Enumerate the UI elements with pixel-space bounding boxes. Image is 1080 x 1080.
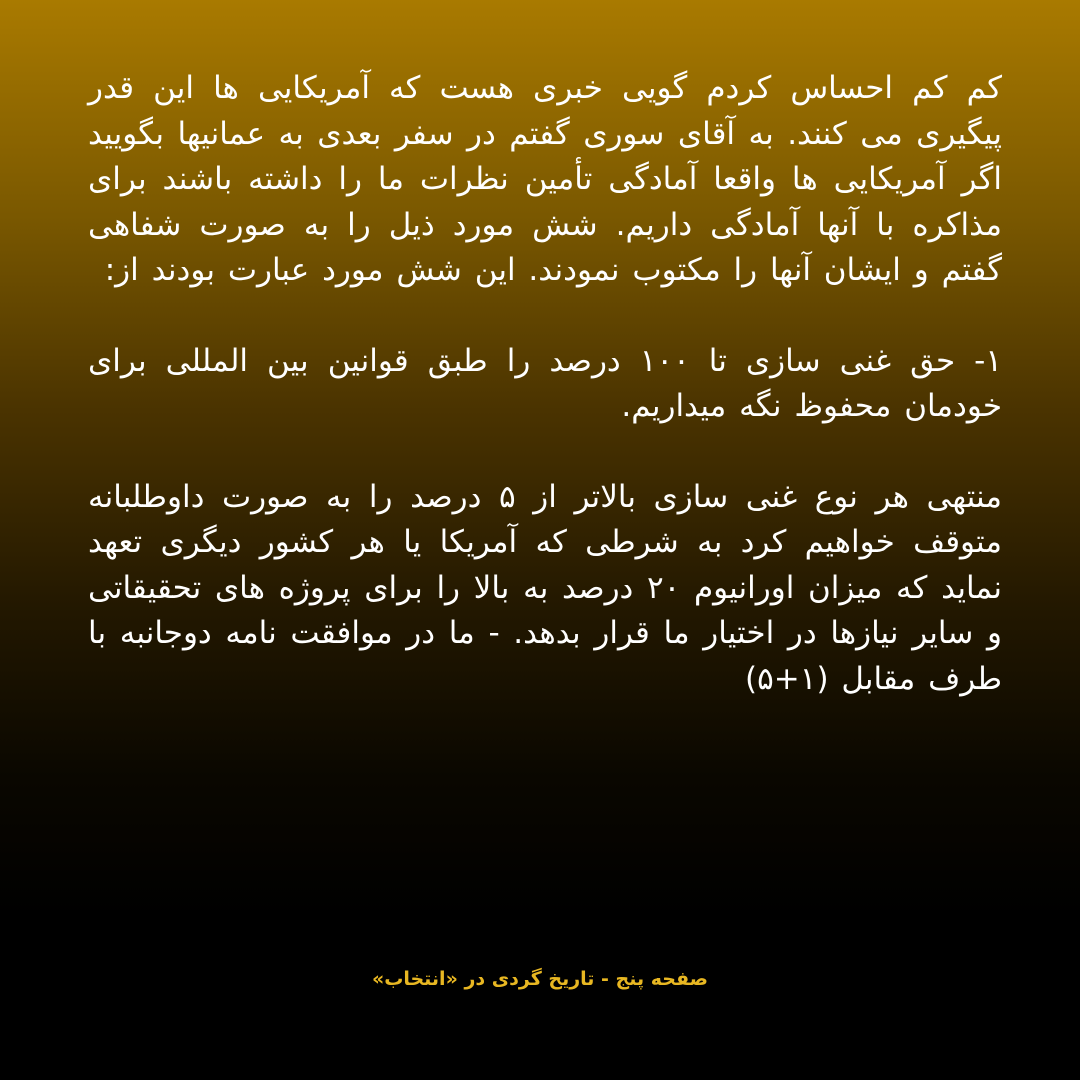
item-one-paragraph: ۱- حق غنی سازی تا ۱۰۰ درصد را طبق قوانین بین المللی برای خودمان محفوظ نگه میداریم. <box>88 342 1002 424</box>
article-body <box>88 66 1002 702</box>
condition-paragraph: منتهی هر نوع غنی سازی بالاتر از ۵ درصد را به صورت داوطلبانه متوقف خواهیم کرد به شرطی که آمریکا یا هر کشور دیگری تعهد نماید که میزان اورانیوم ۲۰ درصد به بالا را برای پروژه های تحقیقاتی و سایر نیازها در اختیار ما قرار بدهد. - ما در موافقت نامه دوجانبه با طرف مقابل (۱+۵) <box>88 478 1002 697</box>
page-footer-caption: صفحه پنج - تاریخ گردی در «انتخاب» <box>371 968 709 990</box>
intro-paragraph: کم کم احساس کردم گویی خبری هست که آمریکایی ها این قدر پیگیری می کنند. به آقای سوری گفتم در سفر بعدی به عمانیها بگویید اگر آمریکایی ها واقعا آمادگی تأمین نظرات ما را داشته باشند برای مذاکره با آنها آمادگی داریم. شش مورد ذیل را به صورت شفاهی گفتم و ایشان آنها را مکتوب نمودند. این شش مورد عبارت بودند از: <box>88 70 1002 288</box>
